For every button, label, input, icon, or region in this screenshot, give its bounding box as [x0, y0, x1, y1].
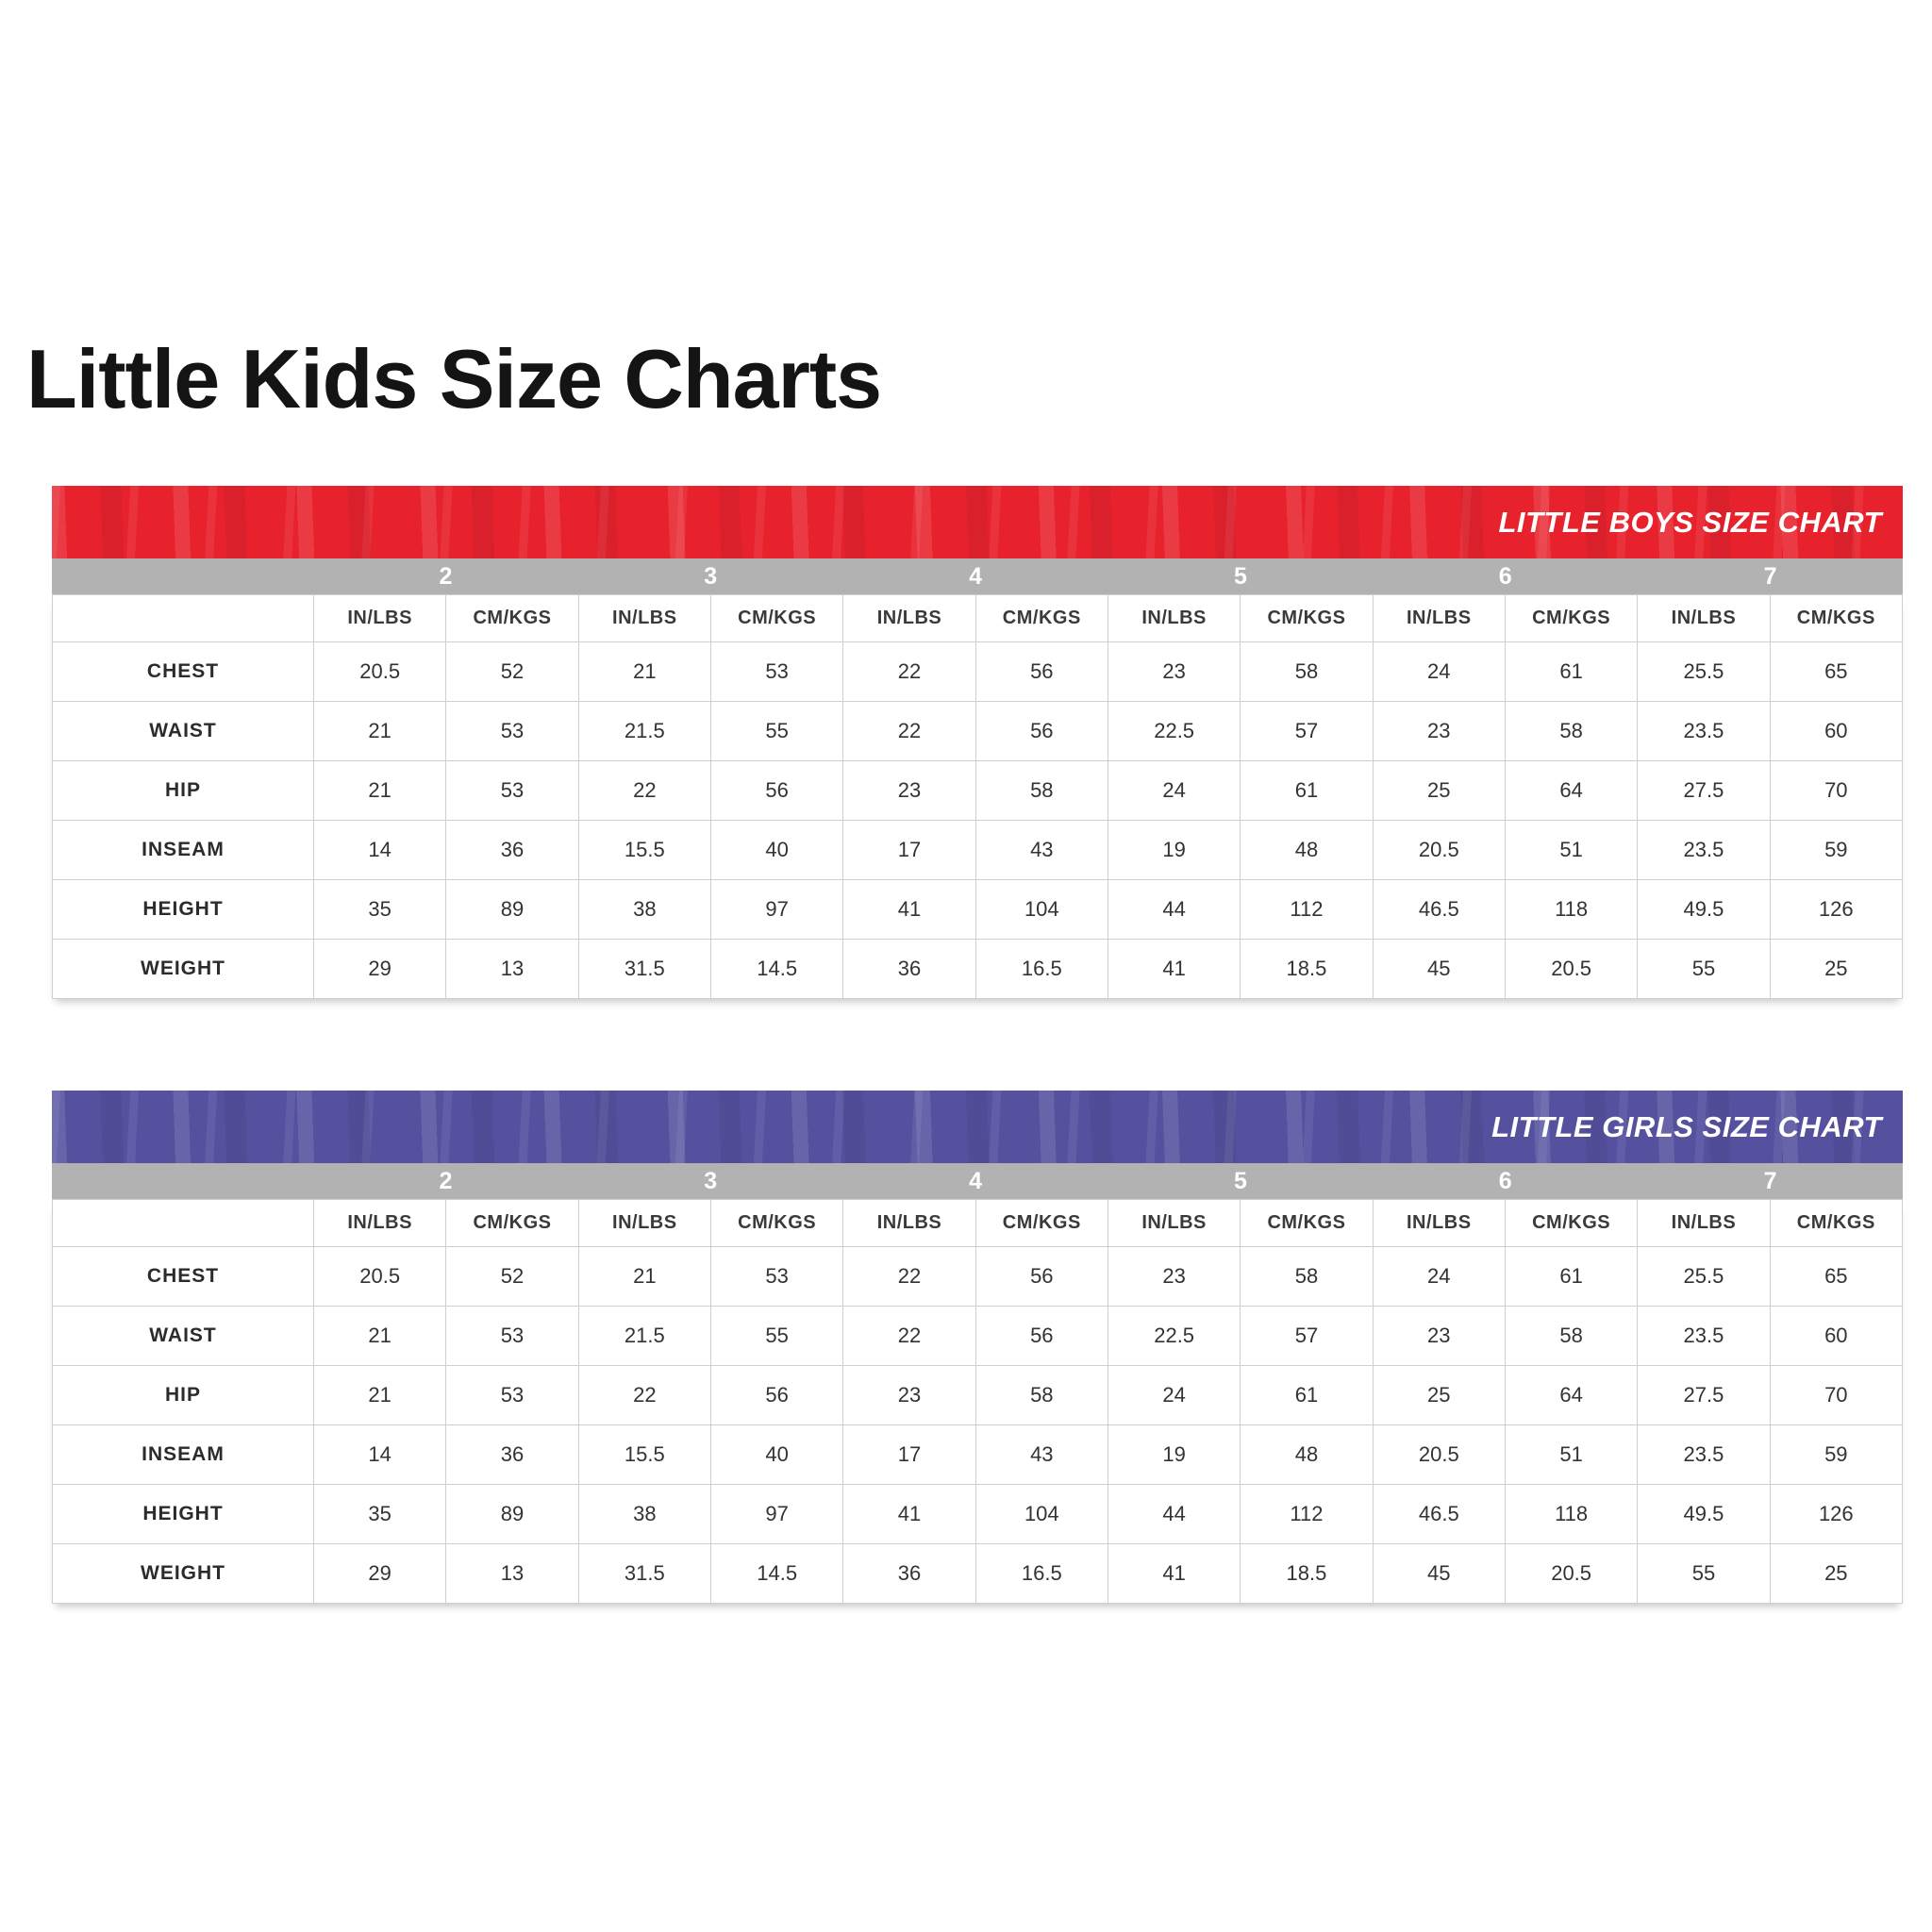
- page-title: Little Kids Size Charts: [26, 332, 882, 425]
- measurement-value: 31.5: [578, 940, 710, 999]
- table-row-chest: [53, 1247, 1903, 1307]
- measurement-value: 45: [1373, 940, 1505, 999]
- measurement-value: 61: [1505, 642, 1637, 702]
- measurement-value: 36: [843, 1544, 975, 1604]
- measurement-value: 21.5: [578, 1307, 710, 1366]
- chart-banner-title: LITTLE GIRLS SIZE CHART: [1491, 1109, 1882, 1143]
- measurement-value: 61: [1241, 761, 1373, 821]
- size-label-2: 2: [439, 562, 453, 590]
- measurement-value: 46.5: [1373, 880, 1505, 940]
- row-label: INSEAM: [53, 1425, 314, 1485]
- chart-banner: [52, 486, 1903, 558]
- measurement-value: 20.5: [1373, 821, 1505, 880]
- measurement-value: 35: [314, 880, 446, 940]
- measurement-value: 23: [843, 1366, 975, 1425]
- measurement-value: 58: [975, 1366, 1108, 1425]
- measurement-value: 51: [1505, 821, 1637, 880]
- table-row-inseam: [53, 1425, 1903, 1485]
- measurement-value: 46.5: [1373, 1485, 1505, 1544]
- measurement-value: 41: [843, 1485, 975, 1544]
- measurement-value: 56: [710, 1366, 842, 1425]
- measurement-value: 16.5: [975, 940, 1108, 999]
- size-bar-spacer: [52, 558, 313, 594]
- table-row-chest: [53, 642, 1903, 702]
- unit-header: IN/LBS: [843, 595, 975, 642]
- size-label-5: 5: [1233, 1167, 1247, 1194]
- measurement-value: 53: [710, 642, 842, 702]
- measurement-value: 13: [446, 940, 578, 999]
- unit-header: IN/LBS: [1108, 1200, 1240, 1247]
- unit-header: IN/LBS: [1373, 1200, 1505, 1247]
- measurement-value: 22: [843, 642, 975, 702]
- measurement-value: 41: [843, 880, 975, 940]
- measurement-value: 35: [314, 1485, 446, 1544]
- size-bar-spacer: [52, 1163, 313, 1199]
- measurement-value: 97: [710, 880, 842, 940]
- unit-header: IN/LBS: [1373, 595, 1505, 642]
- measurement-value: 13: [446, 1544, 578, 1604]
- measurement-value: 23.5: [1638, 702, 1770, 761]
- measurement-value: 24: [1108, 761, 1240, 821]
- measurement-value: 41: [1108, 1544, 1240, 1604]
- measurement-value: 64: [1505, 1366, 1637, 1425]
- unit-header: CM/KGS: [975, 1200, 1108, 1247]
- size-label-4: 4: [969, 562, 983, 590]
- unit-header: IN/LBS: [314, 1200, 446, 1247]
- measurement-value: 38: [578, 880, 710, 940]
- measurement-value: 57: [1241, 702, 1373, 761]
- measurement-value: 23: [1373, 1307, 1505, 1366]
- row-label: WAIST: [53, 702, 314, 761]
- measurement-value: 21: [314, 761, 446, 821]
- measurement-value: 58: [975, 761, 1108, 821]
- measurement-value: 65: [1770, 1247, 1902, 1307]
- measurement-value: 23.5: [1638, 821, 1770, 880]
- row-label: HIP: [53, 761, 314, 821]
- row-label: CHEST: [53, 642, 314, 702]
- measurement-value: 18.5: [1241, 1544, 1373, 1604]
- measurement-value: 48: [1241, 821, 1373, 880]
- unit-header: CM/KGS: [1241, 1200, 1373, 1247]
- measurement-value: 16.5: [975, 1544, 1108, 1604]
- measurement-value: 25.5: [1638, 1247, 1770, 1307]
- measurement-value: 61: [1241, 1366, 1373, 1425]
- unit-header: CM/KGS: [446, 1200, 578, 1247]
- unit-header: CM/KGS: [446, 595, 578, 642]
- measurement-value: 22.5: [1108, 702, 1240, 761]
- measurement-value: 22.5: [1108, 1307, 1240, 1366]
- measurement-value: 58: [1505, 1307, 1637, 1366]
- measurement-value: 104: [975, 1485, 1108, 1544]
- measurement-value: 29: [314, 1544, 446, 1604]
- boys-size-chart: [52, 486, 1903, 999]
- measurement-value: 25: [1770, 940, 1902, 999]
- measurement-value: 118: [1505, 1485, 1637, 1544]
- measurement-value: 21: [314, 1366, 446, 1425]
- measurement-value: 25: [1373, 761, 1505, 821]
- measurement-value: 56: [975, 1307, 1108, 1366]
- measurement-value: 41: [1108, 940, 1240, 999]
- measurement-value: 22: [578, 761, 710, 821]
- size-label-7: 7: [1763, 562, 1777, 590]
- size-label-5: 5: [1233, 562, 1247, 590]
- unit-header: CM/KGS: [1770, 1200, 1902, 1247]
- measurement-value: 53: [446, 1366, 578, 1425]
- measurement-value: 22: [578, 1366, 710, 1425]
- measurement-value: 53: [446, 1307, 578, 1366]
- measurement-value: 51: [1505, 1425, 1637, 1485]
- measurement-value: 55: [1638, 940, 1770, 999]
- measurement-value: 15.5: [578, 821, 710, 880]
- measurement-value: 56: [975, 1247, 1108, 1307]
- unit-header: CM/KGS: [1770, 595, 1902, 642]
- measurement-value: 48: [1241, 1425, 1373, 1485]
- measurement-value: 19: [1108, 1425, 1240, 1485]
- measurement-value: 24: [1108, 1366, 1240, 1425]
- measurement-value: 43: [975, 1425, 1108, 1485]
- size-bar: [52, 1163, 1903, 1199]
- measurement-value: 60: [1770, 702, 1902, 761]
- measurement-value: 17: [843, 821, 975, 880]
- table-row-inseam: [53, 821, 1903, 880]
- measurement-value: 36: [843, 940, 975, 999]
- measurement-value: 17: [843, 1425, 975, 1485]
- unit-header: CM/KGS: [1241, 595, 1373, 642]
- measurement-value: 60: [1770, 1307, 1902, 1366]
- table-row-hip: [53, 761, 1903, 821]
- table-row-weight: [53, 1544, 1903, 1604]
- measurement-value: 89: [446, 1485, 578, 1544]
- measurement-value: 59: [1770, 1425, 1902, 1485]
- measurement-value: 21: [578, 1247, 710, 1307]
- unit-header: IN/LBS: [843, 1200, 975, 1247]
- measurement-value: 24: [1373, 1247, 1505, 1307]
- measurement-value: 23: [1108, 642, 1240, 702]
- measurement-value: 20.5: [1373, 1425, 1505, 1485]
- measurement-value: 23: [1108, 1247, 1240, 1307]
- unit-header: CM/KGS: [710, 1200, 842, 1247]
- measurement-value: 23: [1373, 702, 1505, 761]
- measurement-value: 49.5: [1638, 1485, 1770, 1544]
- unit-header: IN/LBS: [1638, 595, 1770, 642]
- measurement-value: 24: [1373, 642, 1505, 702]
- table-row-height: [53, 880, 1903, 940]
- size-label-2: 2: [439, 1167, 453, 1194]
- measurement-value: 22: [843, 1247, 975, 1307]
- measurement-value: 40: [710, 821, 842, 880]
- size-table: [52, 594, 1903, 999]
- measurement-value: 23.5: [1638, 1425, 1770, 1485]
- measurement-value: 44: [1108, 1485, 1240, 1544]
- measurement-value: 126: [1770, 880, 1902, 940]
- measurement-value: 22: [843, 702, 975, 761]
- girls-size-chart: [52, 1091, 1903, 1604]
- measurement-value: 104: [975, 880, 1108, 940]
- measurement-value: 27.5: [1638, 761, 1770, 821]
- measurement-value: 43: [975, 821, 1108, 880]
- measurement-value: 49.5: [1638, 880, 1770, 940]
- measurement-value: 20.5: [1505, 940, 1637, 999]
- measurement-value: 112: [1241, 880, 1373, 940]
- measurement-value: 29: [314, 940, 446, 999]
- row-label: INSEAM: [53, 821, 314, 880]
- measurement-value: 14: [314, 1425, 446, 1485]
- chart-banner-title: LITTLE BOYS SIZE CHART: [1498, 505, 1882, 539]
- measurement-value: 25: [1770, 1544, 1902, 1604]
- measurement-value: 112: [1241, 1485, 1373, 1544]
- measurement-value: 23: [843, 761, 975, 821]
- corner-cell: [53, 595, 314, 642]
- measurement-value: 15.5: [578, 1425, 710, 1485]
- measurement-value: 70: [1770, 761, 1902, 821]
- measurement-value: 44: [1108, 880, 1240, 940]
- measurement-value: 21: [314, 1307, 446, 1366]
- measurement-value: 21.5: [578, 702, 710, 761]
- unit-header: IN/LBS: [578, 595, 710, 642]
- measurement-value: 21: [578, 642, 710, 702]
- measurement-value: 53: [710, 1247, 842, 1307]
- measurement-value: 59: [1770, 821, 1902, 880]
- size-label-6: 6: [1498, 1167, 1512, 1194]
- measurement-value: 36: [446, 1425, 578, 1485]
- row-label: HEIGHT: [53, 880, 314, 940]
- unit-header: CM/KGS: [1505, 1200, 1637, 1247]
- measurement-value: 53: [446, 702, 578, 761]
- measurement-value: 64: [1505, 761, 1637, 821]
- corner-cell: [53, 1200, 314, 1247]
- measurement-value: 57: [1241, 1307, 1373, 1366]
- measurement-value: 27.5: [1638, 1366, 1770, 1425]
- table-row-waist: [53, 702, 1903, 761]
- measurement-value: 55: [1638, 1544, 1770, 1604]
- measurement-value: 61: [1505, 1247, 1637, 1307]
- unit-header: IN/LBS: [578, 1200, 710, 1247]
- measurement-value: 36: [446, 821, 578, 880]
- measurement-value: 25.5: [1638, 642, 1770, 702]
- unit-header-row: [53, 1200, 1903, 1247]
- measurement-value: 89: [446, 880, 578, 940]
- measurement-value: 52: [446, 642, 578, 702]
- measurement-value: 21: [314, 702, 446, 761]
- measurement-value: 53: [446, 761, 578, 821]
- measurement-value: 31.5: [578, 1544, 710, 1604]
- unit-header: CM/KGS: [975, 595, 1108, 642]
- measurement-value: 25: [1373, 1366, 1505, 1425]
- size-table: [52, 1199, 1903, 1604]
- measurement-value: 20.5: [1505, 1544, 1637, 1604]
- row-label: CHEST: [53, 1247, 314, 1307]
- table-row-height: [53, 1485, 1903, 1544]
- measurement-value: 58: [1505, 702, 1637, 761]
- unit-header: IN/LBS: [314, 595, 446, 642]
- measurement-value: 70: [1770, 1366, 1902, 1425]
- row-label: WAIST: [53, 1307, 314, 1366]
- measurement-value: 14: [314, 821, 446, 880]
- measurement-value: 14.5: [710, 1544, 842, 1604]
- size-bar: [52, 558, 1903, 594]
- measurement-value: 126: [1770, 1485, 1902, 1544]
- unit-header: IN/LBS: [1638, 1200, 1770, 1247]
- measurement-value: 55: [710, 702, 842, 761]
- measurement-value: 56: [710, 761, 842, 821]
- measurement-value: 56: [975, 642, 1108, 702]
- measurement-value: 45: [1373, 1544, 1505, 1604]
- measurement-value: 20.5: [314, 1247, 446, 1307]
- measurement-value: 18.5: [1241, 940, 1373, 999]
- measurement-value: 58: [1241, 1247, 1373, 1307]
- size-label-7: 7: [1763, 1167, 1777, 1194]
- measurement-value: 65: [1770, 642, 1902, 702]
- measurement-value: 20.5: [314, 642, 446, 702]
- measurement-value: 55: [710, 1307, 842, 1366]
- row-label: HIP: [53, 1366, 314, 1425]
- measurement-value: 23.5: [1638, 1307, 1770, 1366]
- measurement-value: 118: [1505, 880, 1637, 940]
- size-label-4: 4: [969, 1167, 983, 1194]
- row-label: WEIGHT: [53, 1544, 314, 1604]
- row-label: HEIGHT: [53, 1485, 314, 1544]
- table-row-weight: [53, 940, 1903, 999]
- measurement-value: 14.5: [710, 940, 842, 999]
- size-label-3: 3: [704, 562, 718, 590]
- measurement-value: 22: [843, 1307, 975, 1366]
- size-label-3: 3: [704, 1167, 718, 1194]
- unit-header: IN/LBS: [1108, 595, 1240, 642]
- chart-banner: [52, 1091, 1903, 1163]
- measurement-value: 97: [710, 1485, 842, 1544]
- unit-header: CM/KGS: [710, 595, 842, 642]
- unit-header: CM/KGS: [1505, 595, 1637, 642]
- row-label: WEIGHT: [53, 940, 314, 999]
- table-row-hip: [53, 1366, 1903, 1425]
- measurement-value: 19: [1108, 821, 1240, 880]
- table-row-waist: [53, 1307, 1903, 1366]
- measurement-value: 52: [446, 1247, 578, 1307]
- measurement-value: 38: [578, 1485, 710, 1544]
- measurement-value: 58: [1241, 642, 1373, 702]
- size-label-6: 6: [1498, 562, 1512, 590]
- measurement-value: 56: [975, 702, 1108, 761]
- measurement-value: 40: [710, 1425, 842, 1485]
- unit-header-row: [53, 595, 1903, 642]
